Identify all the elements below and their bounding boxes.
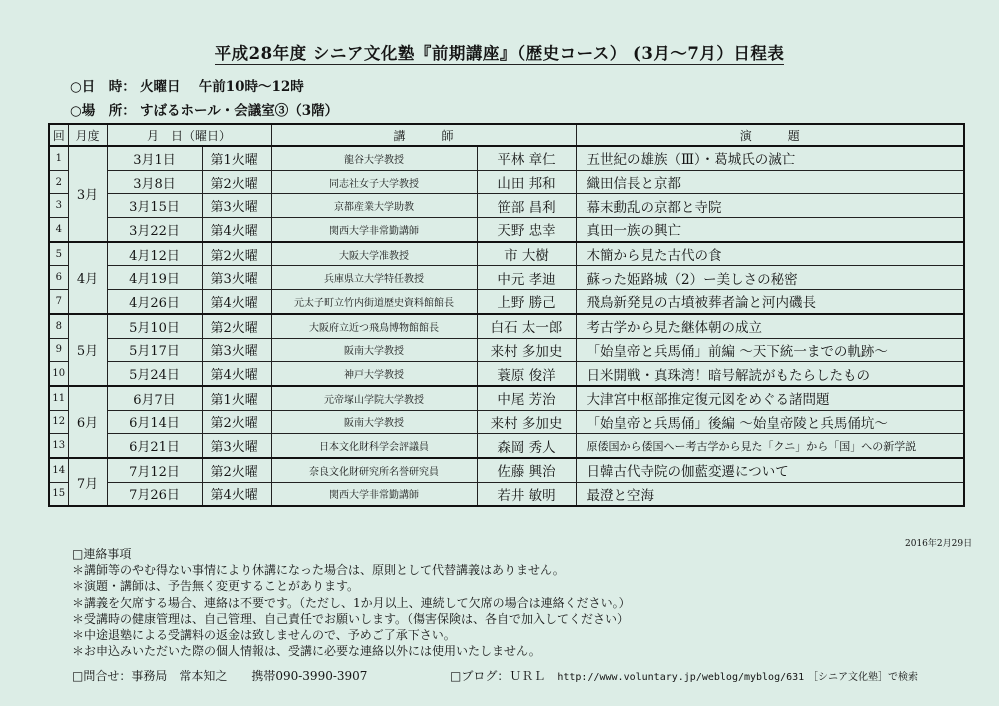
weekday-cell: 第4火曜: [202, 218, 271, 242]
affiliation-cell: 奈良文化財研究所名誉研究員: [271, 458, 477, 482]
weekday-cell: 第2火曜: [202, 170, 271, 194]
date-cell: 3月8日: [107, 170, 202, 194]
table-row: [49, 194, 964, 218]
weekday-cell: 第3火曜: [202, 338, 271, 362]
row-number: 2: [49, 170, 68, 194]
topic-cell: 飛鳥新発見の古墳被葬者論と河内磯長: [576, 290, 964, 314]
weekday-cell: 第3火曜: [202, 266, 271, 290]
date-cell: 4月12日: [107, 242, 202, 266]
topic-cell: 「始皇帝と兵馬俑」後編 ～始皇帝陵と兵馬俑坑～: [576, 410, 964, 434]
date-cell: 6月21日: [107, 434, 202, 458]
footer-blog: [450, 667, 918, 684]
affiliation-cell: 神戸大学教授: [271, 362, 477, 386]
row-number: 14: [49, 458, 68, 482]
lecturer-name-cell: 中尾 芳治: [477, 386, 576, 410]
schedule-body: [49, 146, 964, 506]
month-cell: 7月: [68, 458, 107, 506]
affiliation-cell: 兵庫県立大学特任教授: [271, 266, 477, 290]
footer-blog-label: □ブログ：ＵＲＬ: [450, 669, 558, 683]
note-item: ＊中途退塾による受講料の返金は致しませんので、予めご了承下さい。: [72, 628, 456, 643]
document-title: [0, 40, 999, 64]
row-number: 9: [49, 338, 68, 362]
topic-cell: 「始皇帝と兵馬俑」前編 ～天下統一までの軌跡～: [576, 338, 964, 362]
info-place-label: ○場 所：: [70, 103, 136, 119]
row-number: 6: [49, 266, 68, 290]
note-item: ＊講義を欠席する場合、連絡は不要です。（ただし、1か月以上、連続して欠席の場合は連絡ください。）: [72, 595, 631, 610]
date-stamp: 2016年2月29日: [905, 539, 973, 549]
topic-cell: 真田一族の興亡: [576, 218, 964, 242]
row-number: 12: [49, 410, 68, 434]
row-number: 7: [49, 290, 68, 314]
date-cell: 3月1日: [107, 146, 202, 170]
row-number: 8: [49, 314, 68, 338]
affiliation-cell: 大阪府立近つ飛鳥博物館館長: [271, 314, 477, 338]
lecturer-name-cell: 中元 孝迪: [477, 266, 576, 290]
topic-cell: 蘇った姫路城（2）ー美しさの秘密: [576, 266, 964, 290]
date-cell: 7月26日: [107, 482, 202, 506]
topic-cell: 原倭国から倭国へー考古学から見た「クニ」から「国」への新学説: [576, 434, 964, 458]
table-row: [49, 362, 964, 386]
topic-cell: 最澄と空海: [576, 482, 964, 506]
lecturer-name-cell: 佐藤 興治: [477, 458, 576, 482]
header-lecturer: 講 師: [271, 124, 576, 146]
affiliation-cell: 同志社女子大学教授: [271, 170, 477, 194]
lecturer-name-cell: 蓑原 俊洋: [477, 362, 576, 386]
info-time-value: 火曜日 午前10時～12時: [140, 79, 304, 95]
table-row: [49, 266, 964, 290]
affiliation-cell: 関西大学非常勤講師: [271, 218, 477, 242]
affiliation-cell: 阪南大学教授: [271, 410, 477, 434]
lecturer-name-cell: 天野 忠幸: [477, 218, 576, 242]
affiliation-cell: 龍谷大学教授: [271, 146, 477, 170]
topic-cell: 織田信長と京都: [576, 170, 964, 194]
affiliation-cell: 元帝塚山学院大学教授: [271, 386, 477, 410]
table-row: [49, 338, 964, 362]
affiliation-cell: 阪南大学教授: [271, 338, 477, 362]
lecturer-name-cell: 来村 多加史: [477, 410, 576, 434]
weekday-cell: 第2火曜: [202, 458, 271, 482]
weekday-cell: 第1火曜: [202, 146, 271, 170]
lecturer-name-cell: 森岡 秀人: [477, 434, 576, 458]
date-cell: 6月7日: [107, 386, 202, 410]
topic-cell: 考古学から見た継体朝の成立: [576, 314, 964, 338]
affiliation-cell: 日本文化財科学会評議員: [271, 434, 477, 458]
weekday-cell: 第3火曜: [202, 194, 271, 218]
month-cell: 6月: [68, 386, 107, 458]
date-cell: 7月12日: [107, 458, 202, 482]
info-place-value: すばるホール・会議室③（3階）: [140, 103, 339, 119]
affiliation-cell: 京都産業大学助教: [271, 194, 477, 218]
notes-heading: □連絡事項: [72, 547, 132, 561]
note-item: ＊お申込みいただいた際の個人情報は、受講に必要な連絡以外には使用いたしません。: [72, 644, 541, 659]
date-cell: 5月17日: [107, 338, 202, 362]
weekday-cell: 第4火曜: [202, 290, 271, 314]
affiliation-cell: 大阪大学准教授: [271, 242, 477, 266]
topic-cell: 五世紀の雄族（Ⅲ）・葛城氏の滅亡: [576, 146, 964, 170]
lecturer-name-cell: 笹部 昌利: [477, 194, 576, 218]
lecturer-name-cell: 上野 勝己: [477, 290, 576, 314]
topic-cell: 日韓古代寺院の伽藍変遷について: [576, 458, 964, 482]
lecturer-name-cell: 山田 邦和: [477, 170, 576, 194]
row-number: 11: [49, 386, 68, 410]
topic-cell: 日米開戦・真珠湾！暗号解読がもたらしたもの: [576, 362, 964, 386]
table-row: [49, 386, 964, 410]
header-date: 月 日（曜日）: [107, 124, 271, 146]
footer-blog-url[interactable]: http://www.voluntary.jp/weblog/myblog/631: [557, 672, 805, 683]
topic-cell: 木簡から見た古代の食: [576, 242, 964, 266]
row-number: 4: [49, 218, 68, 242]
row-number: 3: [49, 194, 68, 218]
row-number: 5: [49, 242, 68, 266]
row-number: 13: [49, 434, 68, 458]
table-row: [49, 434, 964, 458]
date-cell: 3月15日: [107, 194, 202, 218]
affiliation-cell: 関西大学非常勤講師: [271, 482, 477, 506]
lecturer-name-cell: 平林 章仁: [477, 146, 576, 170]
month-cell: 3月: [68, 146, 107, 242]
topic-cell: 幕末動乱の京都と寺院: [576, 194, 964, 218]
weekday-cell: 第2火曜: [202, 242, 271, 266]
table-row: [49, 290, 964, 314]
table-row: [49, 146, 964, 170]
table-row: [49, 170, 964, 194]
note-item: ＊受講時の健康管理は、自己管理、自己責任でお願いします。（傷害保険は、各自で加入してください）: [72, 611, 630, 626]
date-cell: 3月22日: [107, 218, 202, 242]
table-header-row: [49, 124, 964, 146]
lecturer-name-cell: 白石 太一郎: [477, 314, 576, 338]
header-topic: 演 題: [576, 124, 964, 146]
row-number: 15: [49, 482, 68, 506]
weekday-cell: 第2火曜: [202, 410, 271, 434]
weekday-cell: 第4火曜: [202, 482, 271, 506]
weekday-cell: 第4火曜: [202, 362, 271, 386]
row-number: 10: [49, 362, 68, 386]
weekday-cell: 第1火曜: [202, 386, 271, 410]
date-cell: 5月24日: [107, 362, 202, 386]
date-cell: 5月10日: [107, 314, 202, 338]
affiliation-cell: 元太子町立竹内街道歴史資料館館長: [271, 290, 477, 314]
header-no: 回: [49, 124, 68, 146]
note-item: ＊講師等のやむ得ない事情により休講になった場合は、原則として代替講義はありません。: [72, 563, 565, 578]
lecturer-name-cell: 来村 多加史: [477, 338, 576, 362]
month-cell: 5月: [68, 314, 107, 386]
document-title-text: 平成28年度 シニア文化塾『前期講座』（歴史コース） (3月～7月）日程表: [214, 44, 785, 63]
weekday-cell: 第3火曜: [202, 434, 271, 458]
date-cell: 6月14日: [107, 410, 202, 434]
info-place: [70, 99, 338, 119]
month-cell: 4月: [68, 242, 107, 314]
info-time-label: ○日 時：: [70, 79, 136, 95]
table-row: [49, 218, 964, 242]
notes-section: [72, 546, 631, 659]
table-row: [49, 482, 964, 506]
weekday-cell: 第2火曜: [202, 314, 271, 338]
date-cell: 4月26日: [107, 290, 202, 314]
table-row: [49, 314, 964, 338]
topic-cell: 大津宮中枢部推定復元図をめぐる諸問題: [576, 386, 964, 410]
schedule-table: [48, 123, 965, 507]
info-time: [70, 75, 304, 95]
lecturer-name-cell: 市 大樹: [477, 242, 576, 266]
header-month: 月度: [68, 124, 107, 146]
lecturer-name-cell: 若井 敏明: [477, 482, 576, 506]
note-item: ＊演題・講師は、予告無く変更することがあります。: [72, 579, 360, 594]
table-row: [49, 458, 964, 482]
table-row: [49, 242, 964, 266]
date-cell: 4月19日: [107, 266, 202, 290]
table-row: [49, 410, 964, 434]
footer-contact: □問合せ：事務局 常本知之 携帯090-3990-3907: [72, 669, 368, 683]
row-number: 1: [49, 146, 68, 170]
footer-blog-hint: ［シニア文化塾］で検索: [808, 672, 919, 683]
